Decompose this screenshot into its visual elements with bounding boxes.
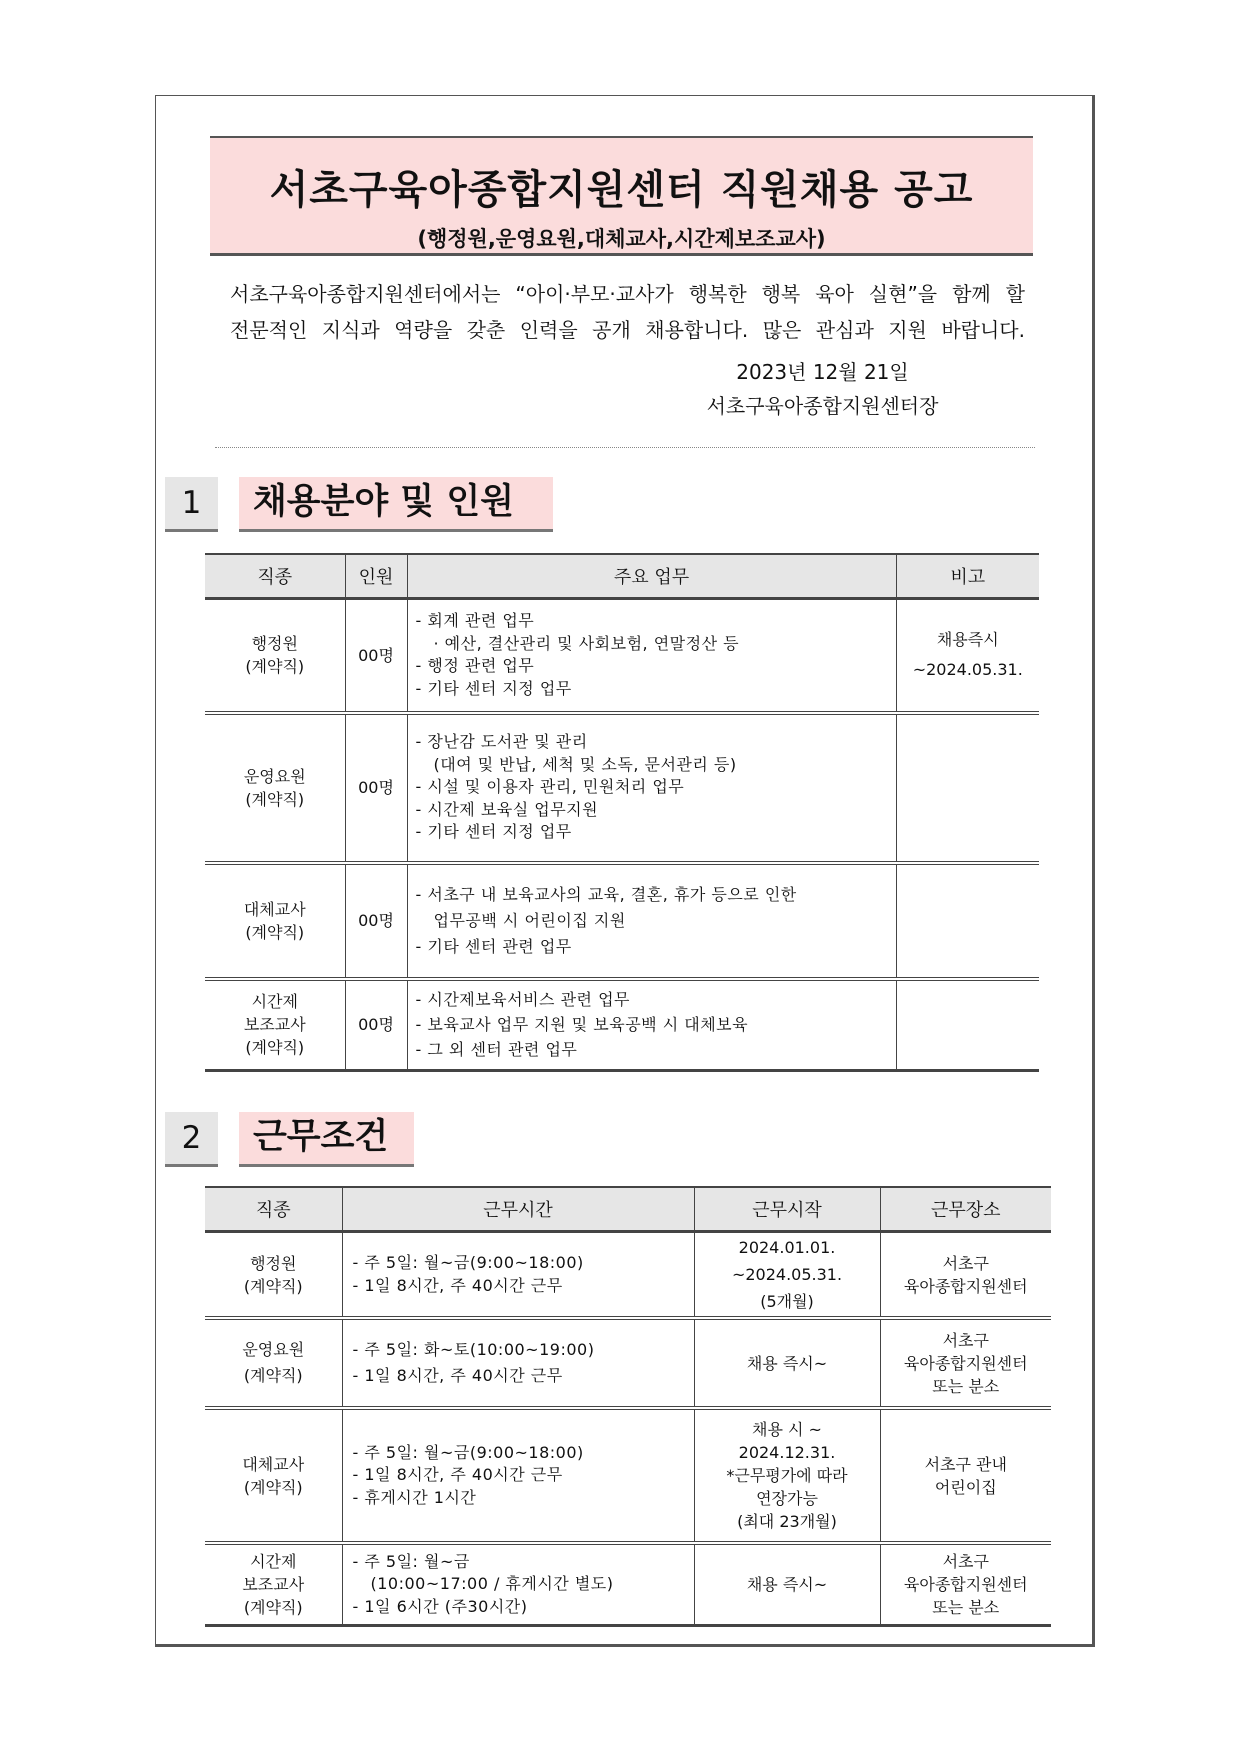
- job-type: (계약직): [245, 789, 305, 809]
- intro-line-1: 서초구육아종합지원센터에서는 “아이·부모·교사가 행복한 행복 육아 실현”을 함께 할: [230, 282, 1025, 306]
- duties-cell: [407, 713, 896, 863]
- job-name: 시간제: [250, 1551, 297, 1571]
- table-header-row: [205, 554, 1039, 599]
- job-cell: [205, 1232, 342, 1319]
- hours-item: - 주 5일: 화~토(10:00~19:00): [352, 1340, 595, 1359]
- duty-item: - 기타 센터 지정 업무: [415, 822, 572, 842]
- job-type: (계약직): [245, 922, 305, 942]
- start-line: ~2024.05.31.: [731, 1265, 843, 1284]
- duties-cell: [407, 599, 896, 713]
- count-cell: 00명: [345, 863, 407, 979]
- place-cell: [880, 1543, 1051, 1625]
- duty-item: - 회계 관련 업무: [415, 611, 535, 631]
- table-row: [205, 599, 1039, 713]
- job-name: 보조교사: [243, 1015, 306, 1035]
- table-row: [205, 1318, 1051, 1408]
- duty-item: - 시설 및 이용자 관리, 민원처리 업무: [415, 777, 685, 797]
- place-line: 육아종합지원센터: [903, 1276, 1028, 1296]
- duty-item: - 장난감 도서관 및 관리: [415, 732, 588, 752]
- hours-item: - 1일 8시간, 주 40시간 근무: [352, 1465, 563, 1485]
- start-line: (5개월): [760, 1292, 814, 1311]
- note-cell: [896, 599, 1039, 713]
- recruitment-table: [205, 553, 1039, 1072]
- job-type: (계약직): [245, 1038, 305, 1058]
- job-cell: [205, 979, 345, 1071]
- header-cell: 근무시작: [694, 1187, 880, 1232]
- place-line: 또는 분소: [932, 1597, 1000, 1617]
- start-line: 연장가능: [756, 1489, 818, 1508]
- hours-item: - 주 5일: 월~금(9:00~18:00): [352, 1442, 584, 1462]
- place-line: 또는 분소: [932, 1376, 1000, 1396]
- hours-item: - 1일 6시간 (주30시간): [352, 1596, 528, 1616]
- job-name: 운영요원: [243, 766, 306, 786]
- page-subtitle: (행정원,운영요원,대체교사,시간제보조교사): [417, 227, 826, 251]
- job-type: (계약직): [243, 1366, 303, 1385]
- job-cell: [205, 1408, 342, 1543]
- start-line: 2024.12.31.: [738, 1443, 836, 1462]
- hours-item: - 1일 8시간, 주 40시간 근무: [352, 1366, 563, 1385]
- job-cell: [205, 863, 345, 979]
- job-type: (계약직): [245, 657, 305, 677]
- start-cell: [694, 1408, 880, 1543]
- page-title: 서초구육아종합지원센터 직원채용 공고: [269, 167, 974, 213]
- duty-item: - 서초구 내 보육교사의 교육, 결혼, 휴가 등으로 인한: [415, 884, 797, 904]
- place-cell: [880, 1408, 1051, 1543]
- duty-item: (대여 및 반납, 세척 및 소독, 문서관리 등): [433, 754, 737, 774]
- start-cell: [694, 1543, 880, 1625]
- place-line: 서초구: [942, 1330, 989, 1350]
- note-line: 채용즉시: [936, 630, 999, 650]
- divider: [215, 447, 1035, 448]
- job-type: (계약직): [243, 1276, 303, 1296]
- job-type: (계약직): [243, 1477, 303, 1497]
- job-name: 운영요원: [242, 1340, 305, 1359]
- job-name: 시간제: [251, 992, 298, 1012]
- hours-cell: [342, 1408, 694, 1543]
- job-cell: [205, 1543, 342, 1625]
- table-row: [205, 979, 1039, 1071]
- duties-cell: [407, 979, 896, 1071]
- header-cell: 주요 업무: [407, 554, 896, 599]
- header-cell: 인원: [345, 554, 407, 599]
- duties-cell: [407, 863, 896, 979]
- table-row: [205, 1232, 1051, 1319]
- place-line: 서초구: [942, 1253, 989, 1273]
- note-cell: [896, 713, 1039, 863]
- duty-item: 업무공백 시 어린이집 지원: [433, 910, 626, 930]
- intro-paragraph: [230, 276, 1025, 348]
- duty-item: - 시간제보육서비스 관련 업무: [415, 990, 631, 1010]
- job-name: 보조교사: [242, 1574, 305, 1594]
- header-cell: 근무시간: [342, 1187, 694, 1232]
- start-line: *근무평가에 따라: [726, 1466, 848, 1485]
- count-cell: 00명: [345, 599, 407, 713]
- header-cell: 근무장소: [880, 1187, 1051, 1232]
- hours-item: (10:00~17:00 / 휴게시간 별도): [370, 1574, 614, 1593]
- hours-item: - 주 5일: 월~금: [352, 1551, 470, 1571]
- hours-item: - 1일 8시간, 주 40시간 근무: [352, 1275, 563, 1295]
- hours-item: - 휴게시간 1시간: [352, 1487, 477, 1507]
- header-cell: 직종: [205, 554, 345, 599]
- job-name: 대체교사: [243, 899, 306, 919]
- table-row: [205, 863, 1039, 979]
- place-line: 육아종합지원센터: [903, 1353, 1028, 1373]
- start-line: 채용 시 ~: [752, 1420, 822, 1439]
- duty-item: · 예산, 결산관리 및 사회보험, 연말정산 등: [433, 633, 740, 653]
- place-cell: [880, 1318, 1051, 1408]
- section-1-title: 채용분야 및 인원: [239, 477, 553, 532]
- section-1-number: 1: [165, 477, 218, 532]
- section-2-number: 2: [165, 1112, 218, 1167]
- duty-item: - 보육교사 업무 지원 및 보육공백 시 대체보육: [415, 1015, 749, 1035]
- start-line: 채용 즉시~: [746, 1574, 828, 1594]
- job-cell: [205, 599, 345, 713]
- duty-item: - 시간제 보육실 업무지원: [415, 799, 599, 819]
- hours-cell: [342, 1232, 694, 1319]
- count-cell: 00명: [345, 713, 407, 863]
- signature: 서초구육아종합지원센터장: [706, 394, 939, 418]
- job-type: (계약직): [243, 1597, 303, 1617]
- table-row: [205, 1408, 1051, 1543]
- duty-item: - 행정 관련 업무: [415, 656, 535, 676]
- job-cell: [205, 713, 345, 863]
- hours-item: - 주 5일: 월~금(9:00~18:00): [352, 1253, 584, 1272]
- table-row: [205, 713, 1039, 863]
- place-line: 서초구 관내: [924, 1454, 1007, 1474]
- place-line: 육아종합지원센터: [903, 1574, 1028, 1594]
- job-cell: [205, 1318, 342, 1408]
- job-name: 행정원: [250, 1253, 297, 1273]
- table-row: [205, 1543, 1051, 1625]
- hours-cell: [342, 1543, 694, 1625]
- job-name: 대체교사: [242, 1454, 305, 1474]
- duty-item: - 기타 센터 관련 업무: [415, 936, 572, 956]
- duty-item: - 기타 센터 지정 업무: [415, 678, 572, 698]
- section-2-title: 근무조건: [239, 1112, 414, 1167]
- start-cell: [694, 1318, 880, 1408]
- table-header-row: [205, 1187, 1051, 1232]
- job-name: 행정원: [251, 634, 298, 654]
- note-cell: [896, 979, 1039, 1071]
- header-cell: 비고: [896, 554, 1039, 599]
- header-cell: 직종: [205, 1187, 342, 1232]
- start-line: 2024.01.01.: [738, 1238, 836, 1257]
- note-line: ~2024.05.31.: [912, 660, 1023, 680]
- place-line: 어린이집: [934, 1477, 997, 1497]
- announcement-date: 2023년 12월 21일: [736, 360, 909, 384]
- start-line: 채용 즉시~: [746, 1353, 828, 1373]
- title-box: [210, 136, 1033, 256]
- place-cell: [880, 1232, 1051, 1319]
- intro-line-2: 전문적인 지식과 역량을 갖춘 인력을 공개 채용합니다. 많은 관심과 지원 바랍니다.: [230, 318, 1025, 342]
- duty-item: - 그 외 센터 관련 업무: [415, 1040, 578, 1060]
- place-line: 서초구: [942, 1551, 989, 1571]
- hours-cell: [342, 1318, 694, 1408]
- start-line: (최대 23개월): [737, 1512, 837, 1531]
- note-cell: [896, 863, 1039, 979]
- work-conditions-table: [205, 1186, 1051, 1627]
- count-cell: 00명: [345, 979, 407, 1071]
- start-cell: [694, 1232, 880, 1319]
